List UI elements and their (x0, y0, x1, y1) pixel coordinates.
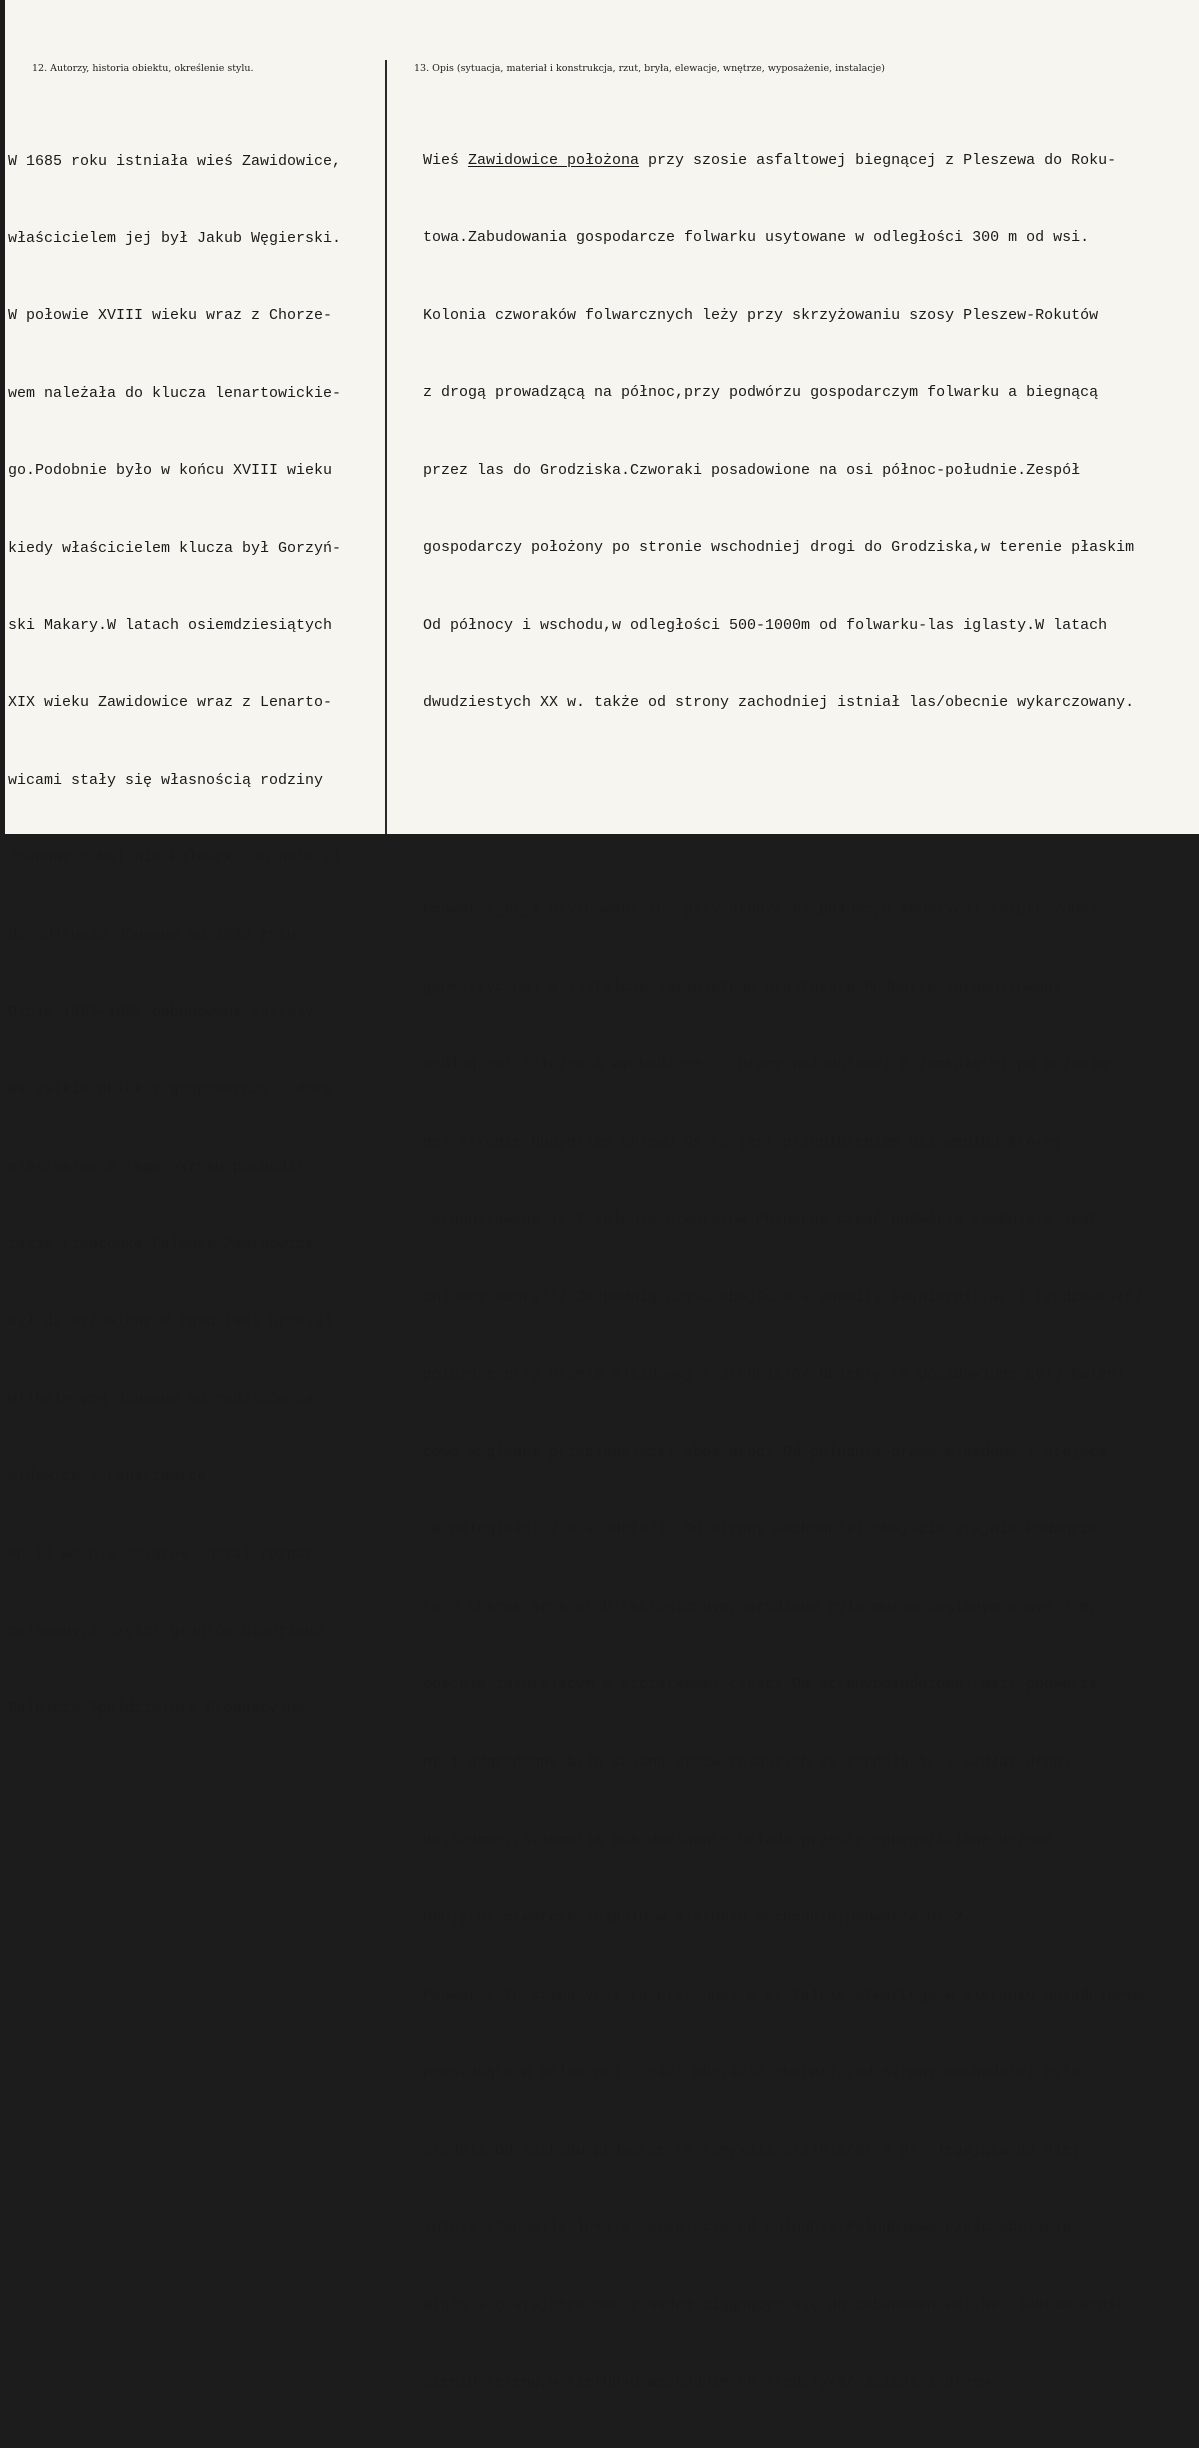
underlined-phrase: Podwórze nr 1 (423, 901, 541, 919)
description-line: nr 1 odgrodzone było ścianą drzew rosnących za stodołą/1/ i wzdłuż drogi (423, 1754, 1072, 1771)
document-sheet (5, 0, 1199, 2392)
description-line (423, 148, 1143, 174)
description-line: Kolonia czworaków folwarcznych leży przy skrzyżowaniu szosy Pleszew-Rokutów (423, 306, 1099, 324)
description-line: obecnie istniejącym w szczątkowej części.Od stronypołudniowej/wsi/ podwórze (423, 1676, 1099, 1694)
description-line: nej stronie budynkiem chlewu.Oś ta jest przedłużeniem osi według której (423, 1133, 1063, 1151)
description-line: gospodarczy położony po stronie wschodniej drogi do Grodziska,w terenie płaskim (423, 539, 1135, 557)
description-line: towa.Zabudowania gospodarcze folwarku usytowane w odległości 300 m od wsi. (423, 229, 1090, 247)
history-line: Około 1885-1895 pobudowane zostały (8, 1003, 315, 1021)
description-line: Obojętne otwarcie zespołu w kierunku wschodnim,podwórza nr 2. (423, 1909, 973, 1927)
history-text (8, 97, 341, 1774)
paragraph-gap (423, 794, 1143, 820)
history-line: ski Makary.W latach osiemdziesiątych (8, 616, 333, 634)
history-line: W 1685 roku istniała wieś Zawidowice, (8, 152, 342, 170)
section-12-header: 12. Autorzy, historia obiektu, określenie stylu. (32, 63, 254, 74)
history-line: mieszkalne.Z tego okresu pochodzi (8, 1158, 306, 1176)
history-line: wem należała do klucza lenartowickie- (8, 384, 342, 402)
description-text-fragment: usytuowane tuż przy drodze na północ,o kmpozycji rozproszonej, (540, 901, 1108, 919)
description-line (423, 897, 1143, 923)
description-line: sieniu terenu,w kierunku wschodnim od stodoły/9/ ściana z drzew. (423, 2374, 1000, 2392)
history-line: właścicielem jej był Jakub Węgierski. (8, 229, 342, 247)
description-line: geometrycznej w kształcie zamkniętego prostokąta.Podwórze zorganizowane (423, 978, 1063, 996)
description-line: Podwórze to kompozycji rozproszonej,w kształcie otwartego w kierunku południowym (423, 1986, 1144, 2004)
history-line: kiedy właścicielem klucza był Gorzyń- (8, 539, 342, 557)
history-line: także rządcówka.Folwark Zawidowice (8, 1236, 315, 1254)
history-line: Rolniczą Spółdzielnie Produkcyjną. (8, 1700, 315, 1718)
history-line: Po II wojnie majątek został rozpar- (8, 1545, 324, 1563)
history-line: W połowie XVIII wieku wraz z Chorze- (8, 307, 333, 325)
section-13-header: 13. Opis (sytuacja, materiał i konstrukcja, rzut, bryła, elewacje, wnętrze, wyposażenie, instalacje) (414, 63, 885, 74)
description-line: cowo względem przebiegającej obok drogi.Od południa-brama wjazdowa i stojąca (423, 1443, 1108, 1461)
description-line: z drogą prowadzącą na północ,przy podwórzu gospodarczym folwarku a biegnącą (423, 384, 1099, 402)
description-line: wiąże się krajobrazowo z sadem ciągnącym się do zabudowań wsi.Na lekkim wznie- (423, 2296, 1135, 2314)
description-line: w odległości 2 m stodoła/1/.Od strony wschodniej obejścia-stajnia.Podwórze (423, 1521, 1099, 1539)
description-line: kuźnia stanowiła lekkie zamknięcie od południa.Południowa część obejścia (423, 2219, 1072, 2237)
description-text-fragment: Wieś (423, 151, 469, 169)
history-line: widowice i Lenartowice. (8, 1468, 216, 1486)
description-line: to o charakterze architektonicznym,ogrodzone było murem ceglanym o wys.2 m, (423, 1598, 1099, 1616)
description-line: zorganizowana jest kolonia czworaków.Północna część podwórza zamknięta jest (423, 1211, 1099, 1229)
column-divider (385, 60, 387, 834)
history-line: celowany,z części gruntów utworzono (8, 1623, 324, 1641)
description-line: dojazdowej,stanowiła ona dominantę układu przestrzennego/ściana drzew/. (423, 1831, 1063, 1849)
history-line: Wilhelm von Jouanne od rodziców Za- (8, 1390, 324, 1408)
history-line: wicami stały się własnością rodziny (8, 771, 324, 789)
description-line: przez las do Grodziska.Czworaki posadowione na osi północ-południe.Zespół (423, 461, 1081, 479)
description-line: stodoła.Od zachodu podwórze to zamykała stajnia/8/ a przylegająca do niej (423, 2141, 1081, 2159)
history-line: był dzierżawiony.W roku 1941 przejął (8, 1313, 333, 1331)
history-line: go.Podobnie było w końcu XVIII wieku (8, 462, 333, 480)
history-line: Jouanne z Malinia.Folwark ten należał (8, 849, 342, 867)
description-text (423, 96, 1143, 2448)
description-line: według osi założenia wychodzącej z bramy południowej a zamkniętej po przeciw- (423, 1056, 1117, 1074)
history-line: wszystkie obiekty gospodarcze i domy (8, 1081, 333, 1099)
description-line: położone przy bramie wjazdowej i stodoła/6/.Obiekty te posadowione były kaleni- (423, 1366, 1135, 1384)
underlined-phrase: Zawidowice położona (468, 151, 640, 169)
description-line: chlewem-oborą/4/.Zachodnią część obejścia stanowiły:świniarnia/3/ i rządcówka/5/ (423, 1288, 1144, 1306)
description-line: Od północy i wschodu,w odległości 500-1000m od folwarku-las iglasty.W latach (423, 616, 1108, 634)
description-line: prostokąta.W północnej części obejścia obora/7/,od strony wschodniej była (423, 2064, 1081, 2082)
history-line: do Juliusza JOuanne od 1893 roku. (8, 926, 306, 944)
history-line: XIX wieku Zawidowice wraz z Lenarto- (8, 694, 333, 712)
description-line: dwudziestych XX w. także od strony zachodniej istniał las/obecnie wykarczowany. (423, 694, 1135, 712)
description-text-fragment: przy szosie asfaltowej biegnącej z Pleszewa do Roku- (639, 151, 1117, 169)
